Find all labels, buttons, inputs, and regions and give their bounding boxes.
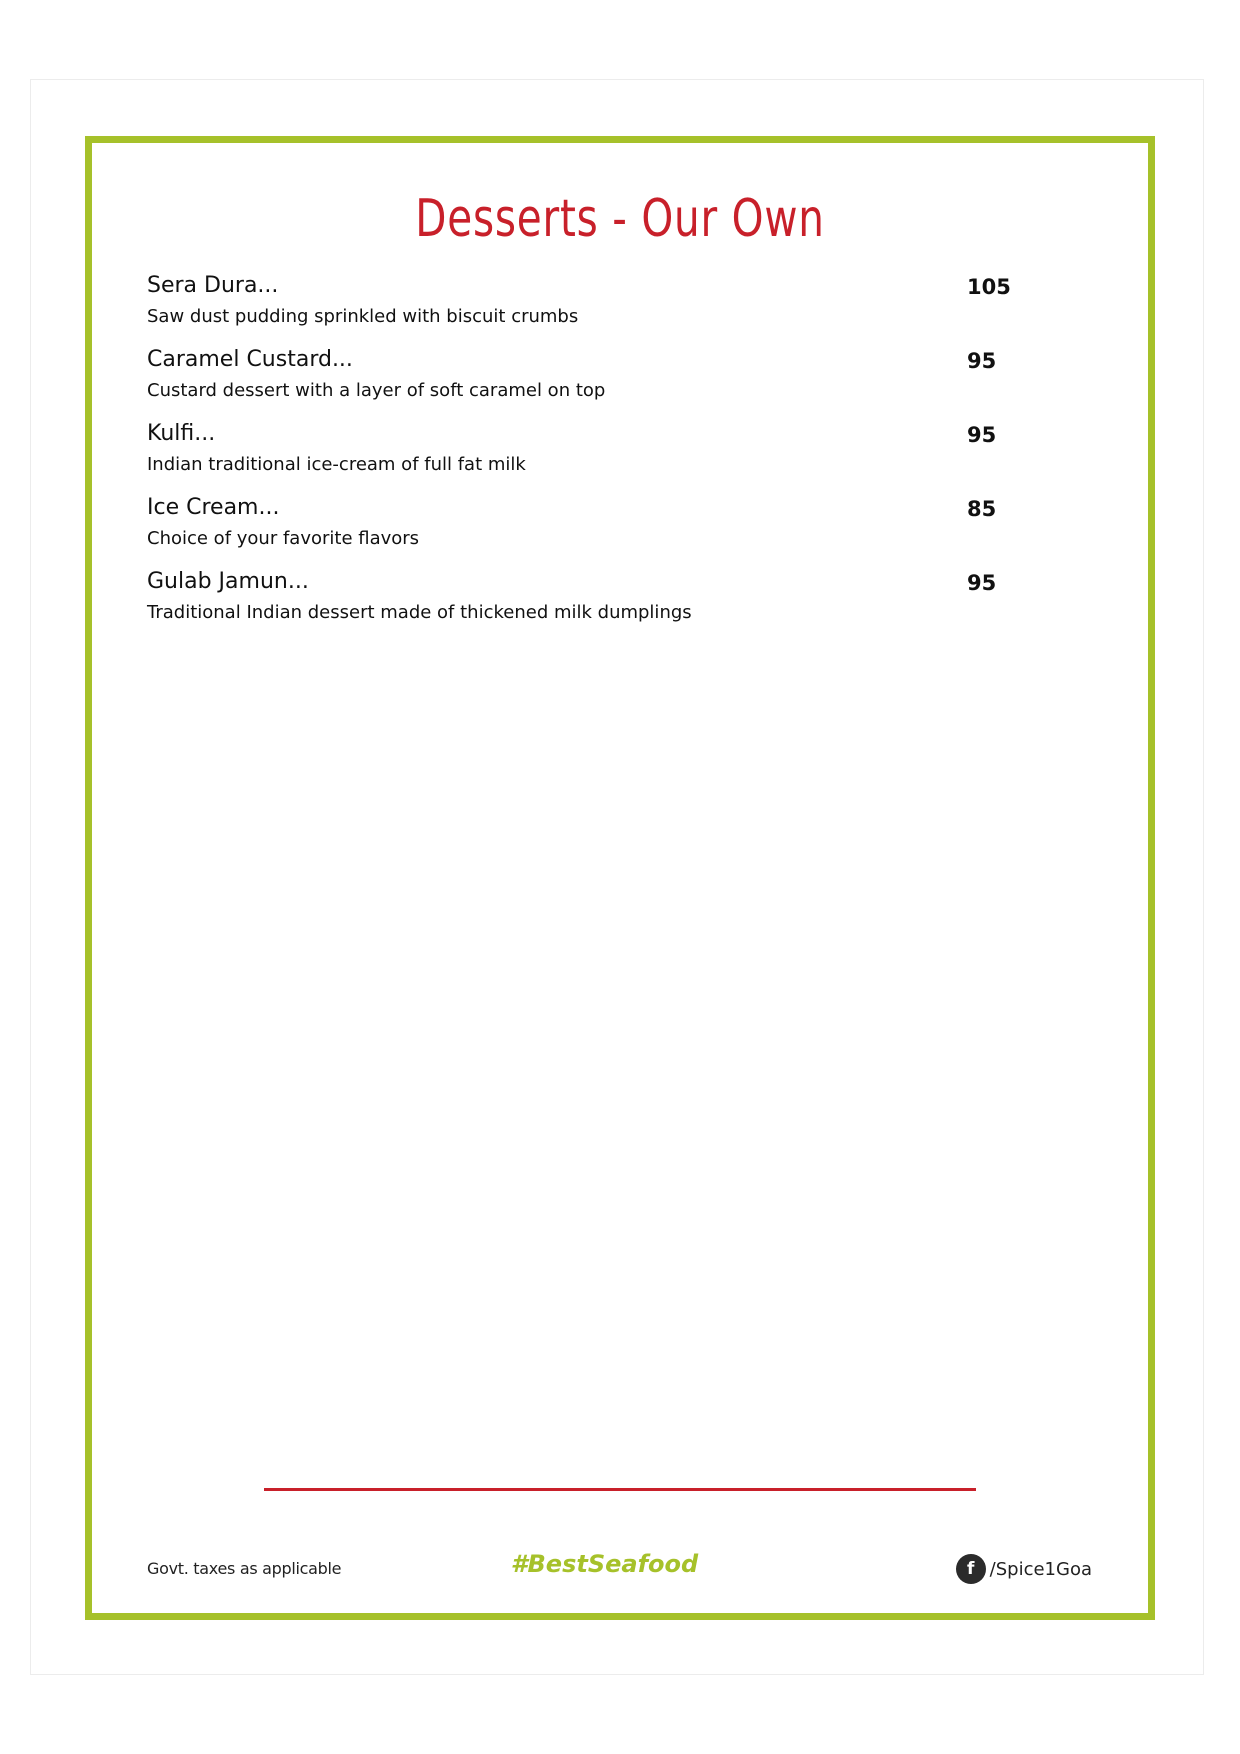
item-name: Ice Cream... xyxy=(147,495,280,520)
item-description: Indian traditional ice-cream of full fat milk xyxy=(147,454,526,475)
item-price: 85 xyxy=(967,497,997,521)
menu-frame xyxy=(85,136,1155,1620)
menu-item xyxy=(147,421,1077,495)
social-link[interactable] xyxy=(956,1554,1092,1584)
item-description: Traditional Indian dessert made of thickened milk dumplings xyxy=(147,602,692,623)
menu-item xyxy=(147,347,1077,421)
menu-title: Desserts - Our Own xyxy=(415,189,825,249)
item-price: 95 xyxy=(967,571,997,595)
item-price: 105 xyxy=(967,275,1011,299)
menu-item xyxy=(147,569,1077,643)
item-name: Gulab Jamun... xyxy=(147,569,309,594)
footer-divider xyxy=(264,1488,976,1491)
taxes-note: Govt. taxes as applicable xyxy=(147,1559,342,1578)
facebook-icon: f xyxy=(956,1554,986,1584)
hashtag: #BestSeafood xyxy=(510,1550,699,1578)
item-description: Saw dust pudding sprinkled with biscuit crumbs xyxy=(147,306,579,327)
menu-item xyxy=(147,273,1077,347)
item-name: Kulfi... xyxy=(147,421,216,446)
item-name: Sera Dura... xyxy=(147,273,279,298)
menu-item xyxy=(147,495,1077,569)
footer xyxy=(147,1550,1092,1590)
item-price: 95 xyxy=(967,423,997,447)
item-name: Caramel Custard... xyxy=(147,347,353,372)
item-description: Choice of your favorite flavors xyxy=(147,528,420,549)
social-handle: /Spice1Goa xyxy=(989,1558,1092,1580)
item-description: Custard dessert with a layer of soft caramel on top xyxy=(147,380,606,401)
menu-list xyxy=(147,273,1077,643)
item-price: 95 xyxy=(967,349,997,373)
